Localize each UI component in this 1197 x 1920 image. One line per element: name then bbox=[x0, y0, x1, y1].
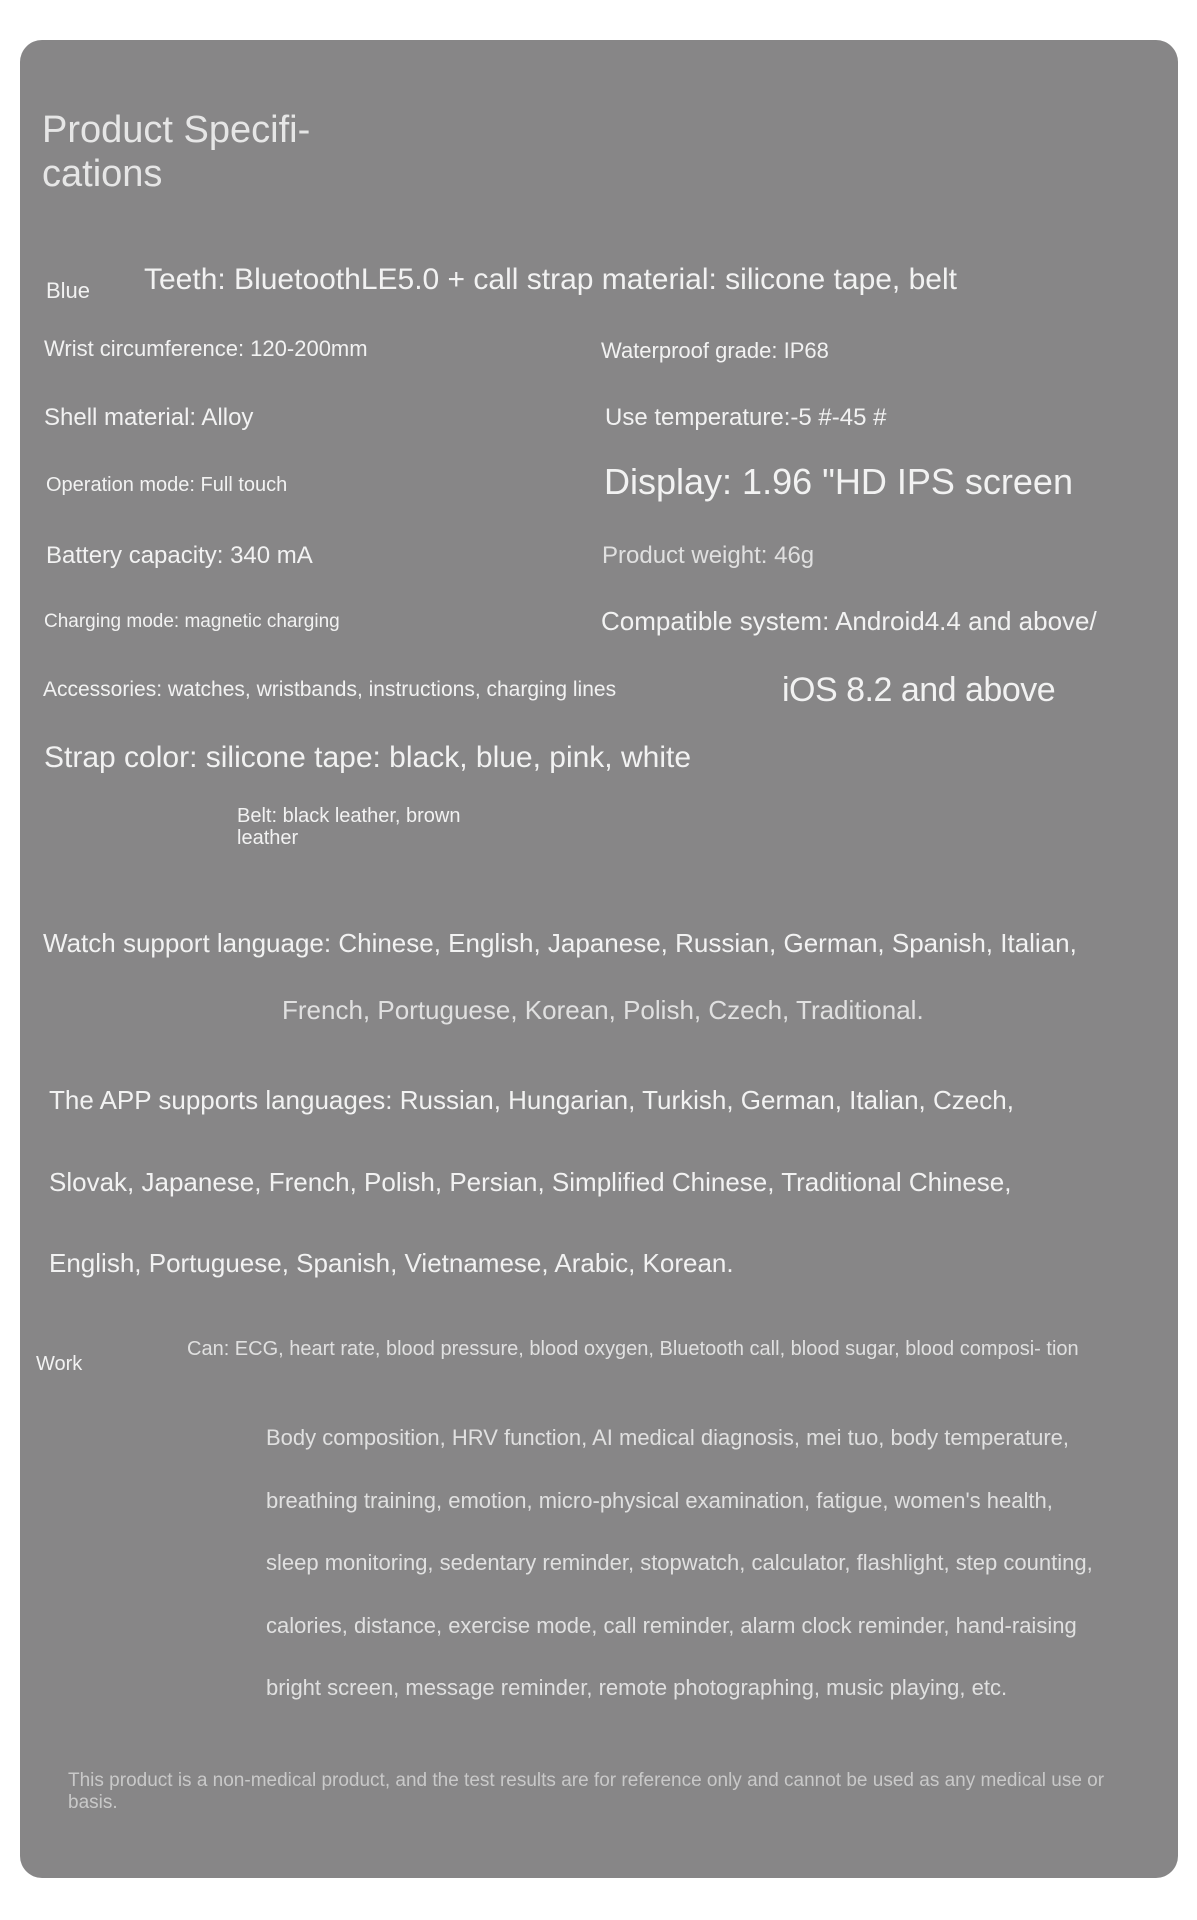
watch-language-line-2: French, Portuguese, Korean, Polish, Czech, Traditional. bbox=[282, 995, 924, 1025]
blue-label: Blue bbox=[46, 278, 91, 303]
teeth-strap-spec: Teeth: BluetoothLE5.0 + call strap material: silicone tape, belt bbox=[144, 263, 957, 296]
title-line-2: cations bbox=[42, 153, 163, 195]
compatible-spec: Compatible system: Android4.4 and above/ bbox=[601, 606, 1097, 636]
function-line-4: calories, distance, exercise mode, call reminder, alarm clock reminder, hand-raising bbox=[266, 1613, 1077, 1638]
function-line-5: bright screen, message reminder, remote photographing, music playing, etc. bbox=[266, 1675, 1008, 1700]
battery-spec: Battery capacity: 340 mA bbox=[46, 542, 313, 569]
strap-color-spec: Strap color: silicone tape: black, blue, pink, white bbox=[44, 741, 692, 774]
app-language-line-3: English, Portuguese, Spanish, Vietnamese, Arabic, Korean. bbox=[49, 1248, 734, 1278]
temperature-spec: Use temperature:-5 #-45 # bbox=[605, 404, 887, 431]
operation-spec: Operation mode: Full touch bbox=[46, 474, 288, 496]
charging-spec: Charging mode: magnetic charging bbox=[44, 611, 340, 632]
function-line-3: sleep monitoring, sedentary reminder, stopwatch, calculator, flashlight, step counting, bbox=[266, 1550, 1093, 1575]
disclaimer: This product is a non-medical product, and the test results are for reference only and cannot be used as any medical use or basis. bbox=[68, 1770, 1105, 1813]
app-language-line-1: The APP supports languages: Russian, Hungarian, Turkish, German, Italian, Czech, bbox=[49, 1085, 1014, 1115]
function-line-2: breathing training, emotion, micro-physical examination, fatigue, women's health, bbox=[266, 1488, 1053, 1513]
waterproof-spec: Waterproof grade: IP68 bbox=[601, 338, 829, 363]
page-title bbox=[42, 108, 372, 196]
work-label: Work bbox=[36, 1353, 83, 1375]
shell-spec: Shell material: Alloy bbox=[44, 404, 254, 431]
weight-spec: Product weight: 46g bbox=[602, 542, 815, 569]
ios-spec: iOS 8.2 and above bbox=[782, 671, 1056, 709]
title-line-1: Product Specifi- bbox=[42, 109, 311, 151]
wrist-spec: Wrist circumference: 120-200mm bbox=[44, 336, 368, 361]
accessories-spec: Accessories: watches, wristbands, instructions, charging lines bbox=[43, 678, 617, 701]
watch-language-line-1: Watch support language: Chinese, English, Japanese, Russian, German, Spanish, Italian, bbox=[43, 928, 1077, 958]
function-line-1: Body composition, HRV function, AI medical diagnosis, mei tuo, body temperature, bbox=[266, 1425, 1070, 1450]
display-spec: Display: 1.96 "HD IPS screen bbox=[604, 461, 1073, 502]
spec-panel bbox=[20, 40, 1178, 1878]
work-can-spec: Can: ECG, heart rate, blood pressure, blood oxygen, Bluetooth call, blood sugar, blood composi- tion bbox=[187, 1338, 1079, 1360]
app-language-line-2: Slovak, Japanese, French, Polish, Persian, Simplified Chinese, Traditional Chinese, bbox=[49, 1167, 1012, 1197]
belt-spec: Belt: black leather, brown leather bbox=[237, 805, 461, 849]
